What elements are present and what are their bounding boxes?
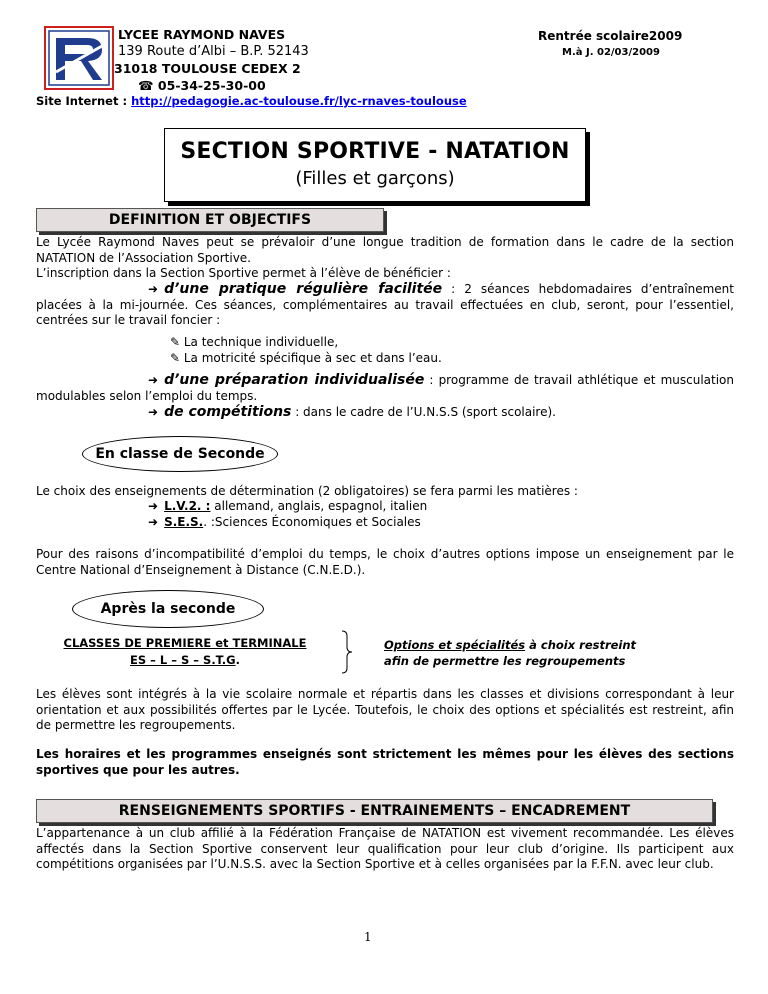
bullet-competitions: [148, 405, 556, 421]
sub-item-motricite-text: La motricité spécifique à sec et dans l’eau.: [183, 351, 442, 365]
school-phone: [138, 78, 266, 93]
apres-paragraph: Les élèves sont intégrés à la vie scolaire normale et répartis dans les classes et divisions correspondant à leur orientation et aux possibilités offertes par le Lycée. Toutefois, le choix des options et spécialités est restreint, afin de permettre les regroupements.: [36, 687, 734, 732]
option-lv2-label: L.V.2. :: [164, 499, 211, 513]
arrow-icon: ➜: [148, 282, 159, 296]
bullet-preparation-label: d’une préparation individualisée: [164, 372, 425, 388]
arrow-icon: ➜: [148, 405, 159, 419]
title-box: [164, 128, 586, 202]
phone-icon: ☎: [138, 78, 158, 93]
website-link[interactable]: http://pedagogie.ac-toulouse.fr/lyc-rnaves-toulouse: [131, 94, 467, 108]
definition-intro: L’inscription dans la Section Sportive permet à l’élève de bénéficier :: [36, 266, 451, 280]
section-heading-apres: Après la seconde: [72, 590, 264, 628]
definition-paragraph: Le Lycée Raymond Naves peut se prévaloir d’une longue tradition de formation dans le cadre de la section NATATION de l’Association Sportive.: [36, 235, 734, 265]
section-heading-seconde: En classe de Seconde: [82, 436, 278, 472]
arrow-icon: ➜: [148, 499, 159, 513]
options-label: Options et spécialités: [384, 638, 526, 652]
site-label: Site Internet :: [36, 94, 128, 108]
classes-list-text: ES – L – S – S.T.G: [130, 653, 236, 667]
page-subtitle: (Filles et garçons): [295, 168, 455, 189]
option-lv2: [148, 499, 427, 515]
phone-number: 05-34-25-30-00: [157, 78, 266, 93]
bullet-pratique-label: d’une pratique régulière facilitée: [164, 281, 443, 297]
option-lv2-text: allemand, anglais, espagnol, italien: [210, 499, 428, 513]
arrow-icon: ➜: [148, 373, 159, 387]
renseignements-paragraph: L’appartenance à un club affilié à la Fédération Française de NATATION est vivement recommandée. Les élèves affectés dans la Section Sportive conservent leur qualification pour leur club d’origine. Ils participent aux compétitions organisées par l’U.N.S.S. avec la Section Sportive et à celles organisées par la F.F.N. avec leur club.: [36, 826, 734, 871]
page-title: SECTION SPORTIVE - NATATION: [180, 139, 570, 164]
arrow-icon: ➜: [148, 515, 159, 529]
seconde-cned-paragraph: Pour des raisons d’incompatibilité d’emploi du temps, le choix d’autres options impose un enseignement par le Centre National d’Enseignement à Distance (C.N.E.D.).: [36, 547, 734, 577]
options-line1: [384, 638, 636, 654]
bullet-preparation-text: : programme de travail athlétique et musculation modulables selon l’emploi du temps.: [36, 373, 734, 403]
classes-list-end: .: [235, 653, 240, 667]
pencil-icon: ✎: [170, 351, 184, 365]
sub-item-technique: [170, 335, 338, 351]
school-city: 31018 TOULOUSE CEDEX 2: [114, 61, 301, 76]
right-brace-icon: [340, 630, 354, 674]
section-heading-definition: DEFINITION ET OBJECTIFS: [36, 208, 384, 232]
sub-item-motricite: [170, 351, 442, 367]
page-number: 1: [364, 930, 372, 944]
school-name: LYCEE RAYMOND NAVES: [118, 27, 286, 42]
school-logo: [44, 26, 114, 90]
bullet-competitions-text: : dans le cadre de l’U.N.S.S (sport scolaire).: [291, 405, 556, 419]
website-line: [36, 94, 467, 108]
options-line2: afin de permettre les regroupements: [384, 654, 626, 668]
classes-title: CLASSES DE PREMIERE et TERMINALE: [63, 636, 307, 650]
seconde-intro: Le choix des enseignements de détermination (2 obligatoires) se fera parmi les matières :: [36, 484, 578, 498]
bullet-preparation: [36, 373, 734, 404]
rentree-label: Rentrée scolaire2009: [538, 29, 683, 43]
bullet-competitions-label: de compétitions: [164, 404, 292, 420]
horaires-paragraph: Les horaires et les programmes enseignés sont strictement les mêmes pour les élèves des sections sportives que pour les autres.: [36, 747, 734, 777]
option-ses-label: S.E.S.: [164, 515, 204, 529]
options-text: à choix restreint: [525, 638, 637, 652]
update-date: M.à J. 02/03/2009: [562, 47, 660, 58]
school-address: 139 Route d’Albi – B.P. 52143: [118, 44, 309, 59]
pencil-icon: ✎: [170, 335, 184, 349]
section-heading-renseignements: RENSEIGNEMENTS SPORTIFS - ENTRAINEMENTS – ENCADREMENT: [36, 799, 713, 823]
option-ses-text: . :Sciences Économiques et Sociales: [203, 515, 421, 529]
bullet-pratique: [36, 282, 734, 329]
option-ses: [148, 515, 421, 531]
bullet-pratique-text: : 2 séances hebdomadaires d’entraînement placées à la mi-journée. Ces séances, complémentaires au travail effectuées en club, seront, pour l’essentiel, centrées sur le travail foncier :: [36, 282, 734, 327]
classes-list: [60, 653, 310, 669]
sub-item-technique-text: La technique individuelle,: [183, 335, 339, 349]
